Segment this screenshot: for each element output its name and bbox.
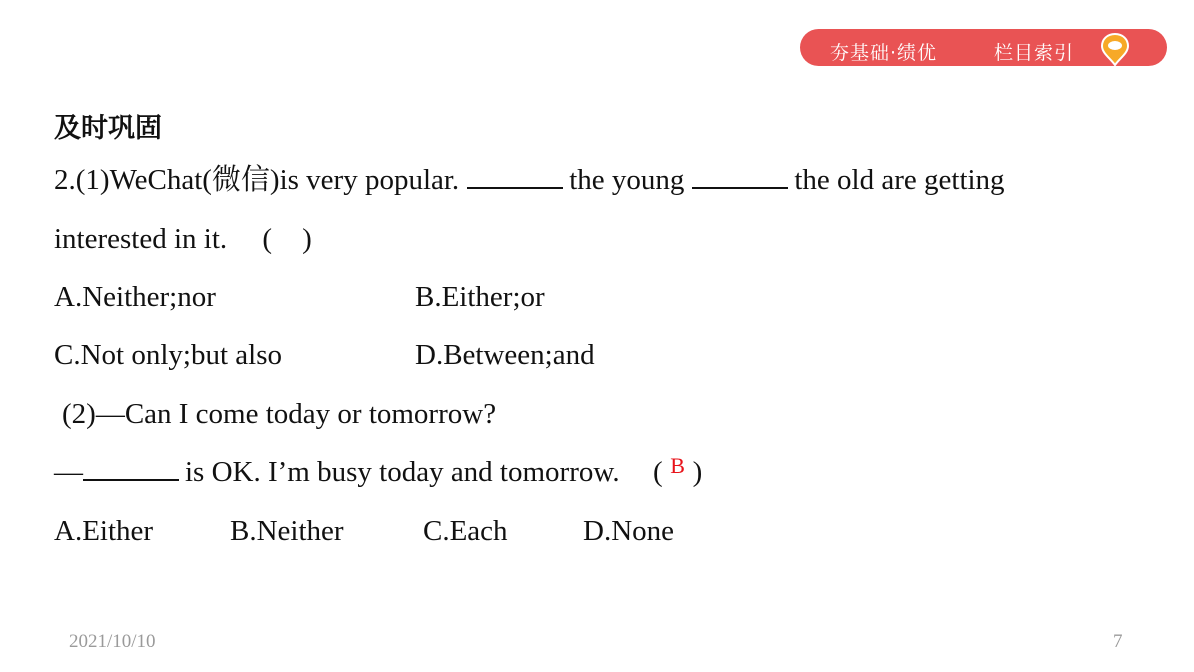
q2-stem: (2)—Can I come today or tomorrow? xyxy=(62,398,497,430)
q1-stem-part1: 2.(1)WeChat(微信)is very popular. xyxy=(54,164,460,196)
section-heading: 及时巩固 xyxy=(54,113,162,144)
q1-stem-line1 xyxy=(54,160,1005,200)
q1-stem-part3: the old are getting xyxy=(794,164,1005,196)
q2-reply-text: is OK. I’m busy today and tomorrow. xyxy=(185,456,620,488)
q1-stem-part2: the young xyxy=(569,164,685,196)
q1-option-a: A.Neither;nor xyxy=(54,281,216,313)
map-pin-icon[interactable] xyxy=(1097,31,1133,67)
q2-blank xyxy=(83,478,179,481)
q1-paren-close: ) xyxy=(302,223,312,255)
q1-option-d: D.Between;and xyxy=(415,339,595,371)
nav-crumb[interactable]: 夯基础·绩优 xyxy=(830,42,938,64)
q1-option-b: B.Either;or xyxy=(415,281,545,313)
q2-option-a: A.Either xyxy=(54,515,154,547)
q2-option-c: C.Each xyxy=(423,515,508,547)
footer-date: 2021/10/10 xyxy=(69,631,156,652)
q2-option-b: B.Neither xyxy=(230,515,344,547)
q2-answer: B xyxy=(670,453,685,478)
q2-option-d: D.None xyxy=(583,515,675,547)
q2-reply-dash: — xyxy=(54,456,83,488)
section-nav-pill[interactable] xyxy=(800,29,1167,66)
q1-stem-line2 xyxy=(54,219,312,259)
q1-option-c: C.Not only;but also xyxy=(54,339,282,371)
q2-paren-open: ( xyxy=(652,456,663,488)
q1-blank-2 xyxy=(692,186,788,189)
q1-stem-line2-text: interested in it. xyxy=(54,223,228,255)
q1-paren-open: ( xyxy=(262,223,273,255)
page-number: 7 xyxy=(1113,631,1123,652)
nav-index-link[interactable]: 栏目索引 xyxy=(994,42,1075,64)
q2-paren-close: ) xyxy=(692,456,703,488)
q2-reply-line xyxy=(54,452,702,492)
q1-blank-1 xyxy=(467,186,563,189)
